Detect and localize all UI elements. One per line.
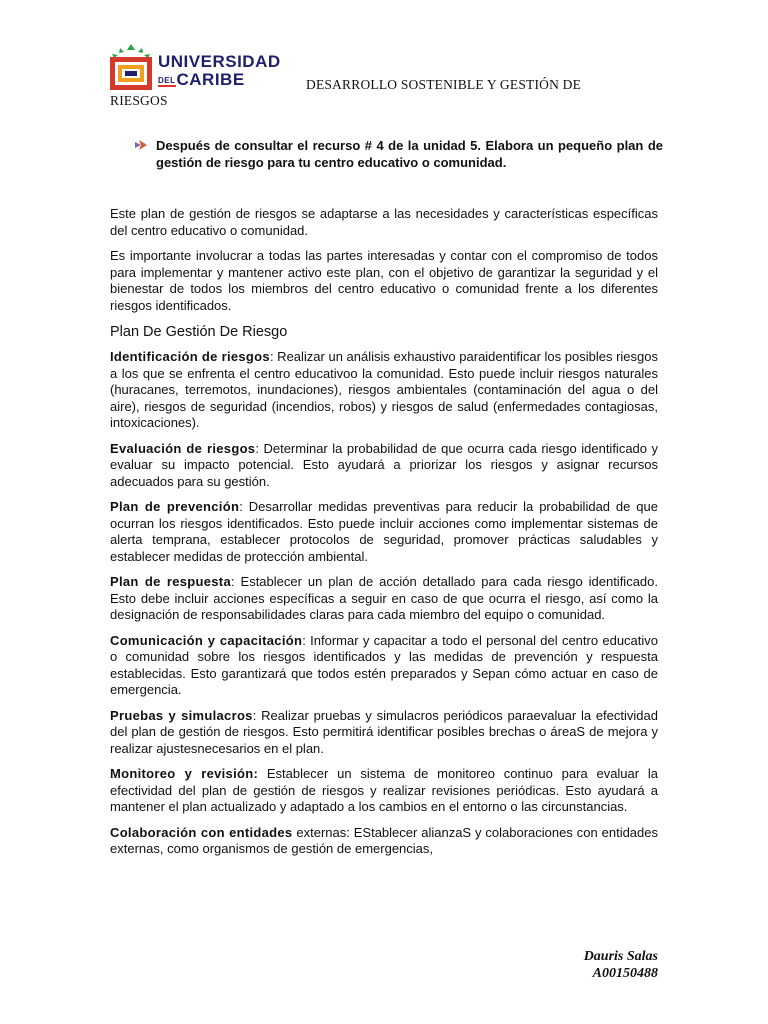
university-logo-icon (108, 42, 154, 92)
section-text: Realizar pruebas y simulacros periódicos paraevaluar la efectividad del plan de gestión de riesgos. Esto permitirá identificar posibles brechas o áreaS de mejora y realizar ajustesnecesarios en el plan. (110, 707, 658, 756)
section-heading: Pruebas y simulacros (110, 707, 253, 723)
signature-block (584, 948, 658, 982)
section-heading: Plan de prevención (110, 499, 240, 514)
section-heading: Monitoreo y revisión: (110, 766, 259, 781)
section-text: Determinar la probabilidad de que ocurra cada riesgo identificado y evaluar su impacto potencial. Esto ayudará a priorizar los riesgos y asignar recursos adecuados para su gestión. (110, 440, 658, 489)
document-body (110, 206, 658, 867)
section-text: Desarrollar medidas preventivas para reducir la probabilidad de que ocurran los riesgos identificados. Esto puede incluir acciones como implementar sistemas de alerta temprana, establecer protocolos de seguridad, promover prácticas saludables y establecer medidas de protección ambiental. (110, 499, 658, 564)
logo-del: DEL (158, 76, 176, 85)
section-colaboracion (110, 825, 658, 858)
section-heading: Comunicación y capacitación (110, 632, 303, 648)
logo-line1: UNIVERSIDAD (158, 52, 281, 71)
header-title-line2: RIESGOS (110, 93, 168, 108)
author-name: Dauris Salas (583, 949, 658, 964)
section-comunicacion: Comunicación y capacitación: Informar y capacitar a todo el personal del centro educativo o comunidad sobre los riesgos identificados y las medidas de prevención y respuesta establecidas. Esto garantizará que todos estén preparados y Sepan cómo actuar en caso de emergencia. (110, 632, 659, 697)
task-instruction (133, 137, 663, 171)
section-text: Informar y capacitar a todo el personal del centro educativo o comunidad sobre los riesgos identificados y las medidas de prevención y respuesta establecidas. Esto garantizará que todos estén preparados y Sepan cómo actuar en caso de emergencia. (110, 632, 659, 697)
section-text: Realizar un análisis exhaustivo paraidentificar los posibles riesgos a los que se enfrenta el centro educativoo la comunidad. Esto puede incluir riesgos naturales (huracanes, terremotos, inundaciones), riesgos ambientales (contaminación del agua o del aire), riesgos de seguridad (incendios, robos) y riesgos de salud (enfermedades contagiosas, intoxicaciones). (110, 349, 658, 430)
header-title-line1: DESARROLLO SOSTENIBLE Y GESTIÓN DE (306, 77, 582, 92)
section-heading: Colaboración con entidades (110, 824, 293, 840)
section-text: Establecer un sistema de monitoreo continuo para evaluar la efectividad del plan de gestión de riesgos y realizar revisiones periódicas. Esto ayudará a mantener el plan actualizado y adaptado a los cambios en el entorno o las circunstancias. (110, 766, 658, 814)
university-logo-text (158, 53, 281, 90)
arrow-bullet-icon (133, 139, 149, 151)
logo-caribe: CARIBE (176, 70, 245, 89)
intro-paragraph-1: Este plan de gestión de riesgos se adaptarse a las necesidades y características específicas del centro educativo o comunidad. (110, 206, 658, 238)
section-heading: Plan de respuesta (110, 574, 231, 589)
section-heading: Identificación de riesgos (110, 349, 270, 364)
section-text: Establecer un plan de acción detallado para cada riesgo identificado. Esto debe incluir acciones específicas a seguir en caso de que ocurra el riesgo, así como la designación de responsabilidades claras para cada miembro del equipo o comunidad. (110, 574, 658, 622)
section-monitoreo (110, 766, 658, 816)
section-heading: Evaluación de riesgos (110, 440, 256, 456)
section-text: externas: EStablecer alianzaS y colaboraciones con entidades externas, como organismos de gestión de emergencias, (110, 824, 658, 856)
section-identificacion: Identificación de riesgos: Realizar un análisis exhaustivo paraidentificar los posibles riesgos a los que se enfrenta el centro educativoo la comunidad. Esto puede incluir riesgos naturales (huracanes, terremotos, inundaciones), riesgos ambientales (contaminación del agua o del aire), riesgos de seguridad (incendios, robos) y riesgos de salud (enfermedades contagiosas, intoxicaciones). (110, 349, 658, 430)
section-pruebas: Pruebas y simulacros: Realizar pruebas y simulacros periódicos paraevaluar la efectividad del plan de gestión de riesgos. Esto permitirá identificar posibles brechas o áreaS de mejora y realizar ajustesnecesarios en el plan. (110, 707, 658, 756)
section-prevencion: Plan de prevención: Desarrollar medidas preventivas para reducir la probabilidad de que ocurran los riesgos identificados. Esto puede incluir acciones como implementar sistemas de alerta temprana, establecer protocolos de seguridad, promover prácticas saludables y establecer medidas de protección ambiental. (110, 499, 658, 564)
plan-title: Plan De Gestión De Riesgo (110, 324, 288, 340)
intro-paragraph-2: Es importante involucrar a todas las partes interesadas y contar con el compromiso de todos para implementar y mantener activo este plan, con el objetivo de garantizar la seguridad y el bienestar de todos los miembros del centro educativo o comunidad frente a los diferentes riesgos identificados. (110, 248, 658, 313)
task-text: Después de consultar el recurso # 4 de la unidad 5. Elabora un pequeño plan de gestión de riesgo para tu centro educativo o comunidad. (156, 138, 663, 170)
section-respuesta: Plan de respuesta: Establecer un plan de acción detallado para cada riesgo identificado. Esto debe incluir acciones específicas a seguir en caso de que ocurra el riesgo, así como la designación de responsabilidades claras para cada miembro del equipo o comunidad. (110, 574, 658, 622)
logo-line2 (158, 71, 281, 90)
section-evaluacion: Evaluación de riesgos: Determinar la probabilidad de que ocurra cada riesgo identificado y evaluar su impacto potencial. Esto ayudará a priorizar los riesgos y asignar recursos adecuados para su gestión. (110, 440, 658, 489)
author-id: A00150488 (592, 966, 658, 981)
